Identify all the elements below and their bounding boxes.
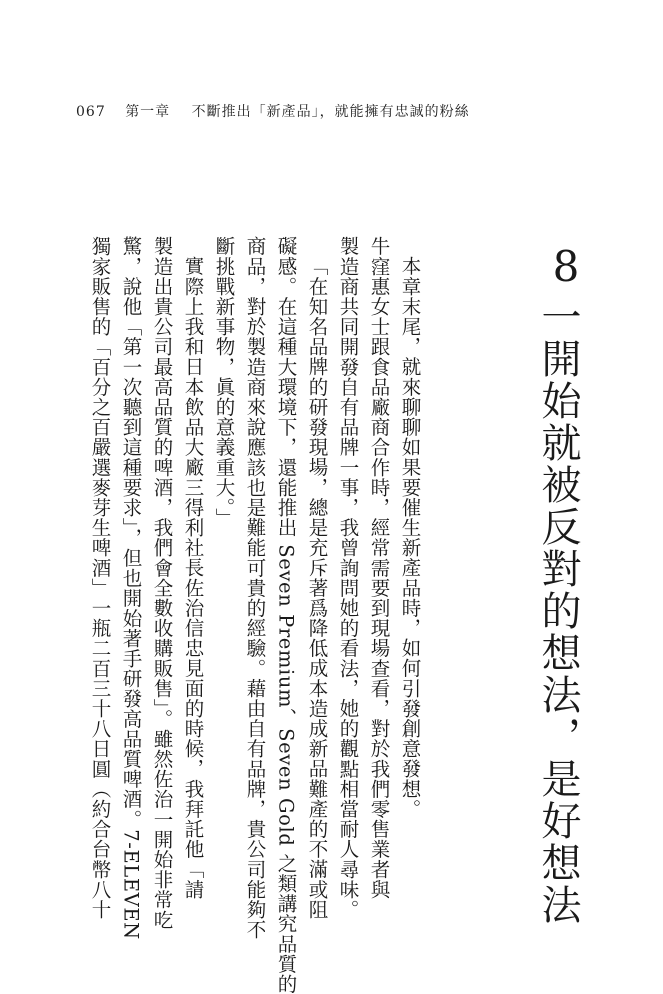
body-column-1: 本章末尾，就來聊聊如果要催生新產品時，如何引發創意發想。 (398, 256, 422, 819)
chapter-title: 不斷推出「新產品」，就能擁有忠誠的粉絲 (191, 104, 470, 120)
body-column-3: 製造商共同開發自有品牌一事，我曾詢問她的看法，她的觀點相當耐人尋味。 (336, 236, 360, 920)
section-title: 一開始就被反對的想法，是好想法 (535, 296, 581, 926)
body-column-8: 實際上我和日本飲品大廠三得利社長佐治信忠見面的時候，我拜託他「請 (181, 256, 205, 900)
section-number: 8 (552, 242, 580, 291)
body-column-10: 驚，說他「第一次聽到這種要求」，但也開始著手研發高品質啤酒。7-ELEVEN (119, 236, 143, 940)
body-column-5: 礙感。在這種大環境下，還能推出 Seven Premium、Seven Gold 之類講究品質的 (274, 236, 298, 994)
page-number: 067 (76, 104, 106, 120)
body-column-11: 獨家販售的「百分之百嚴選麥芽生啤酒」一瓶二百三十八日圓（約合台幣八十 (88, 236, 112, 920)
running-header (76, 101, 470, 121)
body-column-7: 斷挑戰新事物，眞的意義重大。」 (212, 236, 236, 528)
body-column-9: 製造出貴公司最高品質的啤酒，我們會全數收購販售」。雖然佐治一開始非常吃 (150, 236, 174, 930)
chapter-label: 第一章 (125, 104, 171, 120)
body-column-6: 商品，對於製造商來說應該也是難能可貴的經驗。藉由自有品牌，貴公司能夠不 (243, 236, 267, 940)
body-column-4: 「在知名品牌的研發現場，總是充斥著爲降低成本造成新品難產的不滿或阻 (305, 256, 329, 920)
body-column-2: 牛窪惠女士跟食品廠商合作時，經常需要到現場查看，對於我們零售業者與 (367, 236, 391, 900)
